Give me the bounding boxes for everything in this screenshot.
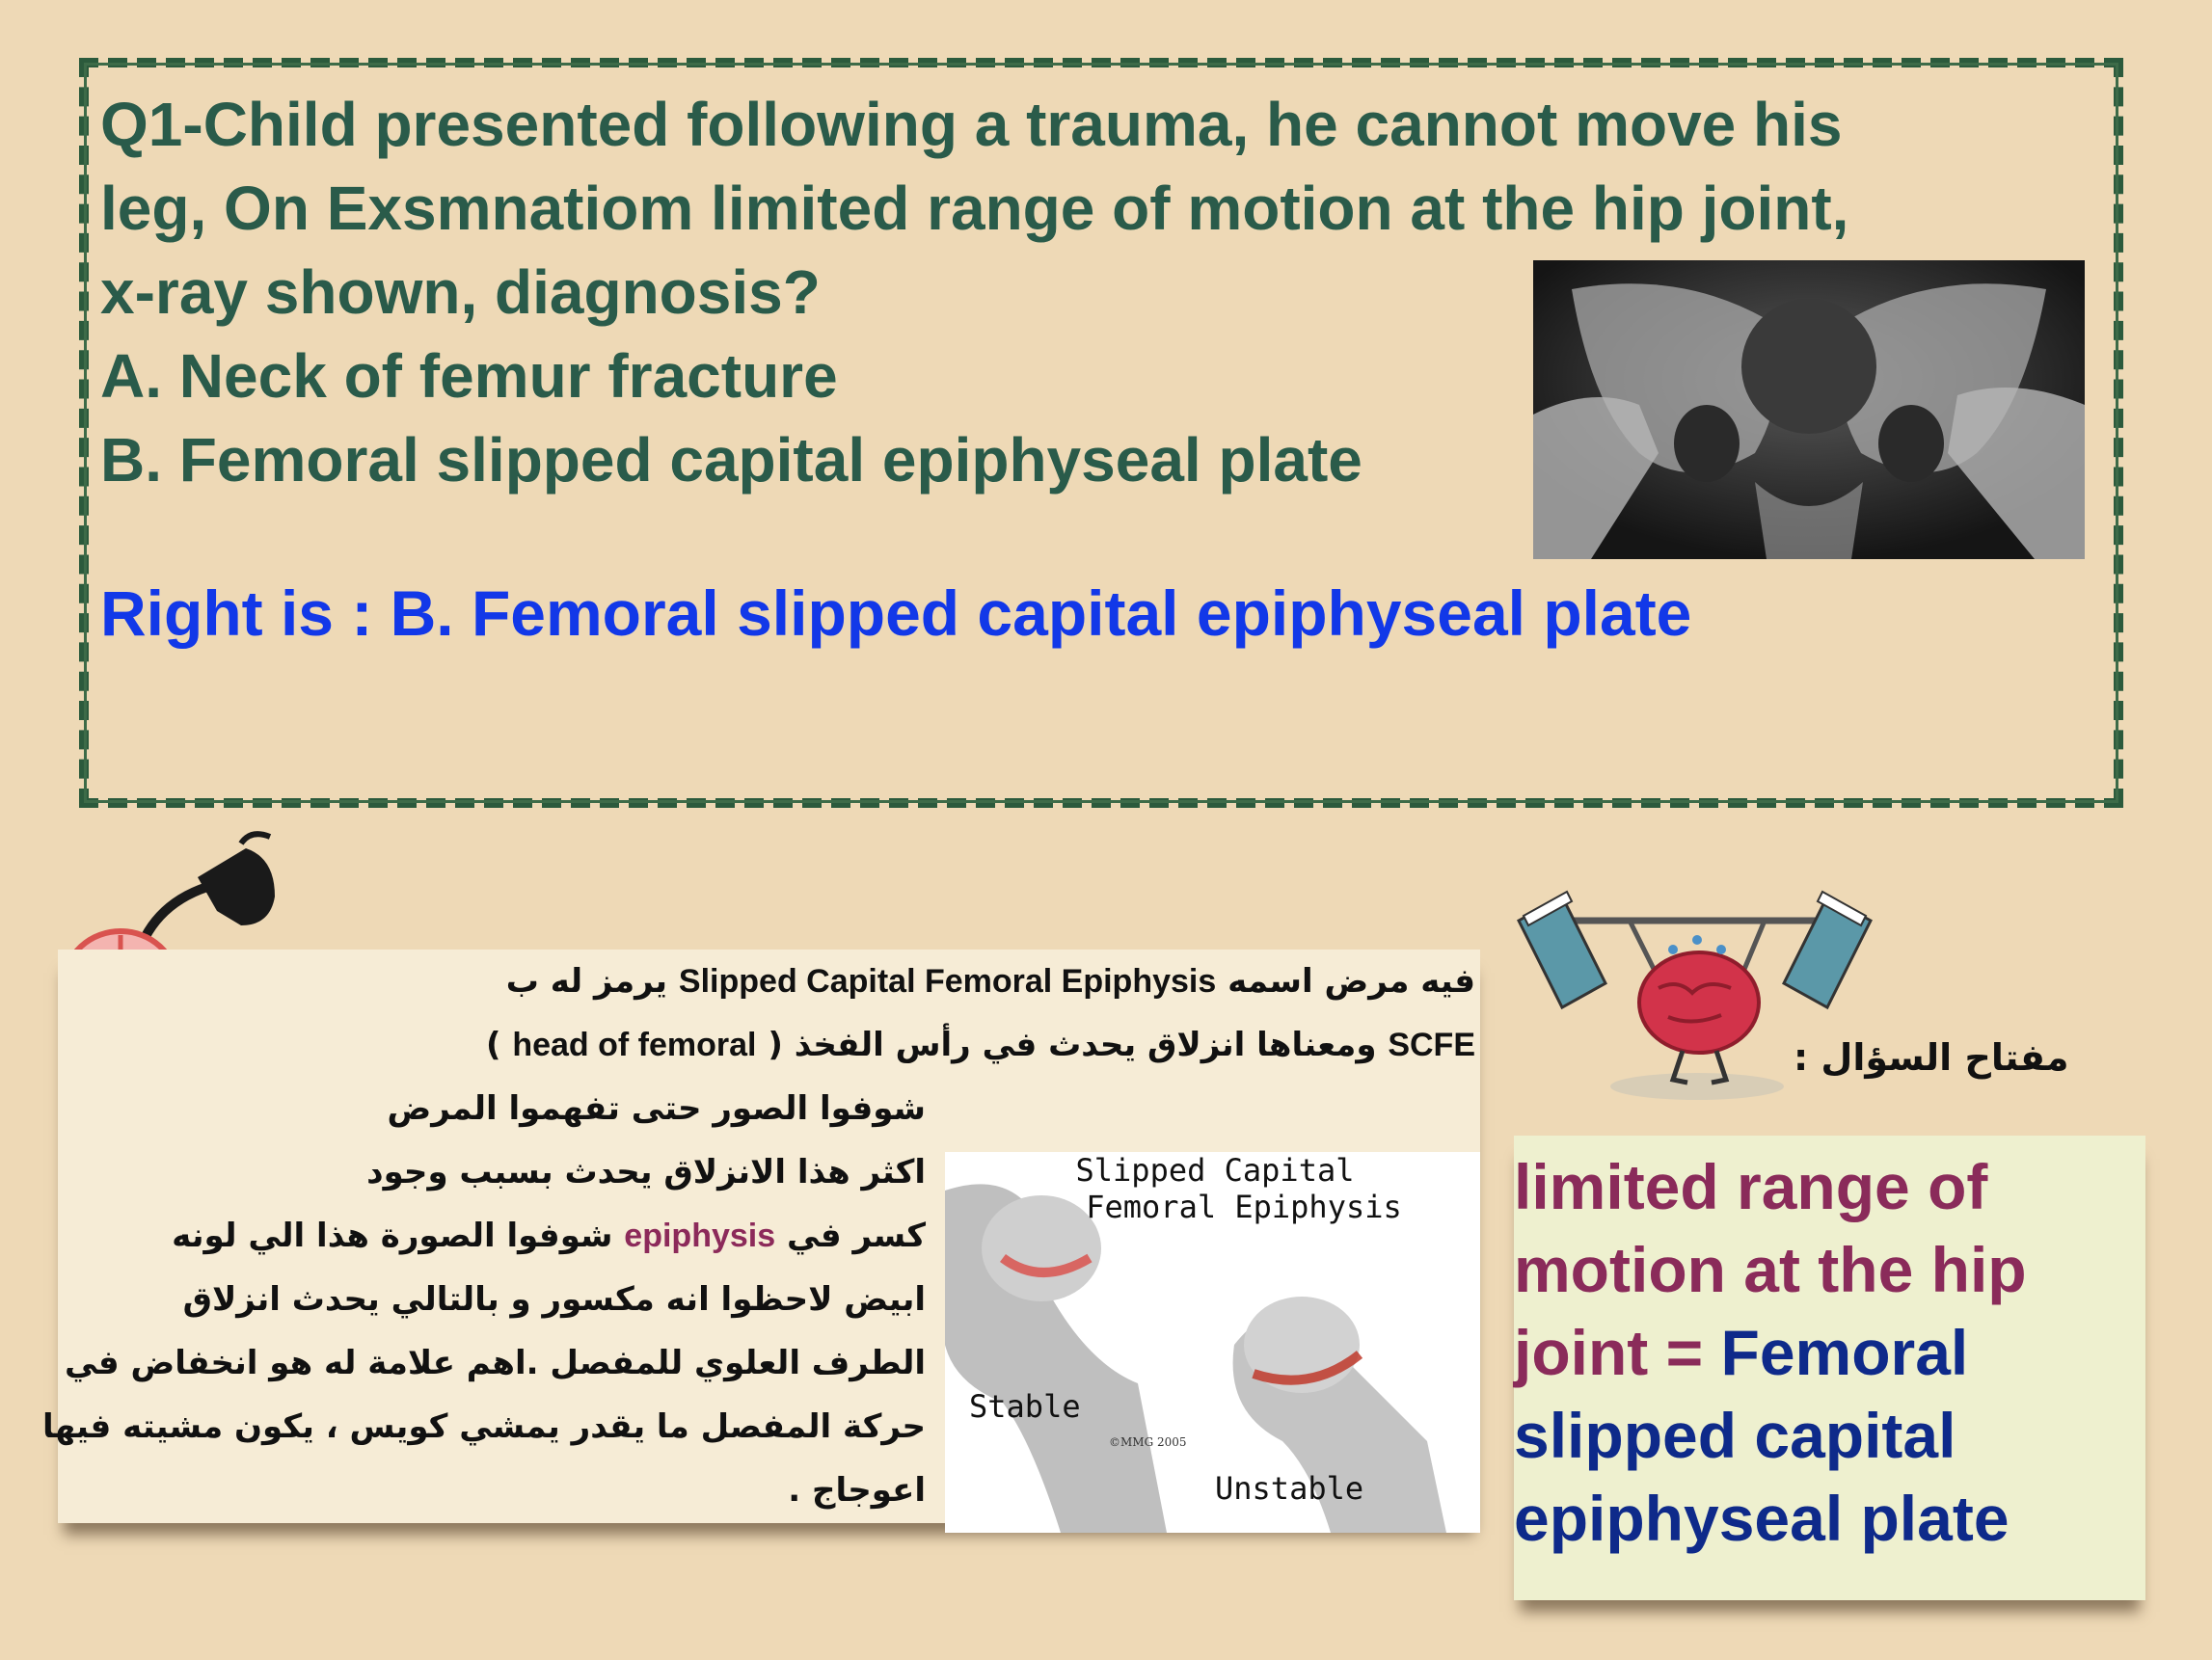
question-line-1: Q1-Child presented following a trauma, he cannot move his (100, 90, 1843, 159)
scfe-illustration (945, 1152, 1480, 1533)
explanation-line-6: ابيض لاحظوا انه مكسور و بالتالي يحدث انزلاق (182, 1280, 926, 1319)
question-text (100, 83, 1849, 502)
key-equals: = (1648, 1317, 1721, 1388)
explanation-line-8: حركة المفصل ما يقدر يمشي كويس ، يكون مشيته فيها (41, 1407, 926, 1446)
question-line-3: x-ray shown, diagnosis? (100, 257, 821, 327)
explanation-line-5: كسر في epiphysis شوفوا الصورة هذا الي لونه (172, 1217, 926, 1255)
key-label: مفتاح السؤال : (1794, 1036, 2069, 1079)
scfe-title-2: Femoral Epiphysis (1086, 1189, 1402, 1225)
scfe-title-1: Slipped Capital (1075, 1152, 1355, 1189)
explanation-line-7: الطرف العلوي للمفصل .اهم علامة له هو انخفاض في (65, 1344, 926, 1382)
scfe-copyright: ©MMG 2005 (1109, 1435, 1187, 1449)
explanation-line-4: اكثر هذا الانزلاق يحدث بسبب وجود (366, 1153, 926, 1191)
explanation-line-3: شوفوا الصور حتى تفهموا المرض (387, 1089, 926, 1128)
key-text (1514, 1145, 2131, 1560)
key-symptom: limited range of motion at the hip joint (1514, 1151, 2027, 1388)
explanation-line-9: اعوجاج . (788, 1471, 926, 1510)
correct-answer: Right is : B. Femoral slipped capital epiphyseal plate (100, 577, 1692, 649)
key-diagnosis: Femoral slipped capital epiphyseal plate (1514, 1317, 2010, 1554)
scfe-unstable-label: Unstable (1215, 1470, 1364, 1507)
pelvis-xray-image (1533, 260, 2085, 559)
question-line-2: leg, On Exsmnatiom limited range of motion at the hip joint, (100, 174, 1849, 243)
explanation-line-1: فيه مرض اسمه Slipped Capital Femoral Epiphysis يرمز له ب (505, 962, 1475, 1001)
explanation-line-2: SCFE ومعناها انزلاق يحدث في رأس الفخذ ( head of femoral ) (485, 1026, 1475, 1064)
scfe-stable-label: Stable (969, 1388, 1081, 1425)
option-a: A. Neck of femur fracture (100, 341, 838, 411)
option-b: B. Femoral slipped capital epiphyseal plate (100, 425, 1362, 495)
